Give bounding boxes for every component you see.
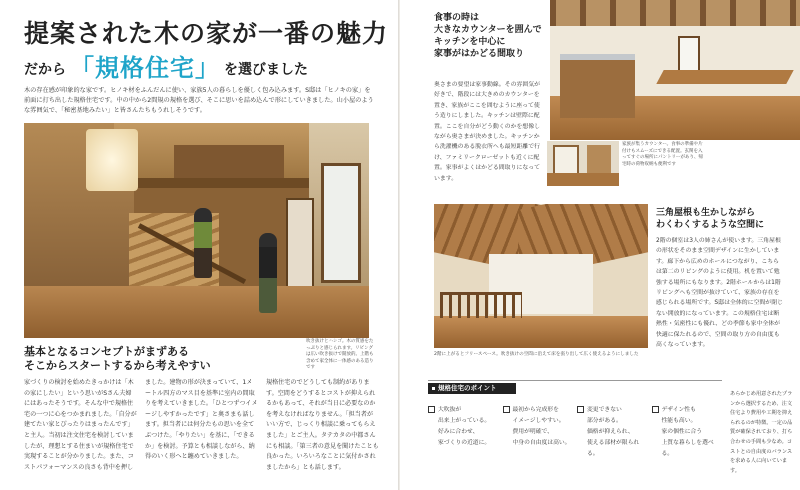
point-item	[503, 405, 574, 460]
headline-sub	[24, 48, 308, 83]
pantry-photo	[547, 141, 619, 186]
lead-paragraph: 木の存在感が印象的な家です。ヒノキ材をふんだんに使い、家族5人の暮らしを優しく包み込みます。S邸は「ヒノキの家」を前面に打ち出した規格住宅です。中の中から2間規の規格を選び、そこに思いを詰め込んで形にしていきました。山小屋のような雰囲気で、「秘密基地みたい」と皆さんたちもうれしそうです。	[24, 87, 374, 114]
point-line: 家の個性に合う	[661, 429, 703, 435]
point-line: 大吹抜が	[438, 407, 462, 413]
paper-lantern-icon	[86, 129, 138, 191]
photo-caption: 吹き抜けとハシゴ。木の質感をたっぷりと感じられます。リビングは広い吹き抜けで開放的。上階も含めて家全体に一体感のある造りです	[306, 339, 374, 370]
point-line: 出来上がっている。	[438, 418, 491, 424]
loft-section-body: 2階の個室は3人の姉さんが使います。三角屋根の形状をそのまま空間デザインに生かしています。廊下から広めのホールにつながり、こちらは第二のリビングのように使用。机を置いて勉強する場所にもなります。2階ホールからは1階リビングへも空間が抜けていて、家族の存在を感じられる場所です。S邸は全体的に空間が閉じない開放的になっています。この規格住宅は断熱性・気密性にも優れ、どの季節も家中全体が快適に保たれるので、空間の取り方の自由度も高くなっています。	[656, 238, 783, 349]
photo-caption: 2階に上がるとフリースペース。吹き抜けの空間に沿えて床を張り出して広く使えるようにしました	[434, 352, 639, 357]
section-heading-line: 基本となるコンセプトがまずある	[24, 345, 189, 358]
point-line: イメージしやすい。	[512, 418, 565, 424]
headline-prefix: だから	[24, 62, 66, 78]
point-line: 費用が明確で、	[512, 429, 553, 435]
loft-section-heading	[656, 207, 764, 231]
headline-suffix: を選びました	[224, 62, 308, 78]
photo-caption: 家族が集うカウンター。食事の準備や片付けもスムーズにできる配置。玄関を入ってすぐの場所にパントリーがあり、帰宅時の荷物収納も便利です	[622, 142, 703, 167]
body-column: ました。建物の形が決まっていて、1メートル四方のマス目を基準に室内の間取りを考えていきました。「ひとつずつイメージしやすかったです」と奥さまも話します。担当者には何分たもの思いを全てぶつけた。「やりたい」を基に、「できるか」を検討。予算とも相談しながら、納得のいく形へと纏めていきました。	[145, 379, 258, 461]
point-item	[577, 405, 648, 460]
loft-photo	[434, 204, 648, 348]
kitchen-section-body: 奥さまの要望は家事動線。その雰囲気が好きで、階段には大きめのカウンターを置き、家族がここを囲むように座って使う造りにしました。キッチンは壁際に配置。ここを自分がどう動くのかを想像しながら奥さまが決めました。キッチンから洗濯機のある脱衣所へも最短距離で行け、ファミリークローゼットも近くに配置。家事がよくはかどる間取りになっています。	[434, 82, 541, 182]
right-page	[400, 0, 800, 490]
checkbox-icon	[503, 406, 510, 413]
headline-main: 提案された木の家が一番の魅力	[24, 19, 389, 48]
heading-line: 食事の時は	[434, 13, 480, 23]
points-title: 規格住宅のポイント	[428, 383, 516, 394]
point-item	[428, 405, 499, 460]
headline-emphasis: 「規格住宅」	[70, 54, 220, 82]
points-list	[428, 405, 722, 460]
point-line: 使える部材が限られる。	[587, 440, 640, 457]
point-line: 部分がある。	[587, 418, 622, 424]
point-item	[652, 405, 723, 460]
checkbox-icon	[652, 406, 659, 413]
section-heading-line: そこからスタートするから考えやすい	[24, 359, 211, 372]
checkbox-icon	[428, 406, 435, 413]
points-box	[428, 380, 722, 485]
point-line: 中身の自由度は高い。	[512, 440, 571, 446]
heading-line: キッチンを中心に	[434, 37, 506, 47]
heading-line: 三角屋根も生かしながら	[656, 208, 756, 218]
checkbox-icon	[577, 406, 584, 413]
person-figure	[259, 233, 277, 313]
body-text	[24, 378, 379, 473]
living-room-photo	[24, 123, 369, 338]
point-line: 上質な暮らしを選べる。	[661, 440, 714, 457]
points-note: あらかじめ用意されたプランから選択するため、注文住宅より費用や工期を抑えられるのが特徴。一定の品質が確保されており、打ち合わせの手間も少なめ。コストとの自由度のバランスを求める人に向いています。	[730, 391, 793, 474]
heading-line: わくわくするような空間に	[656, 220, 765, 230]
person-figure	[194, 208, 212, 278]
point-line: 最初から完成形を	[512, 407, 559, 413]
point-line: 変更できない	[587, 407, 622, 413]
kitchen-section-heading	[434, 12, 542, 60]
point-line: 価格が抑えられ、	[587, 429, 634, 435]
point-line: 好みに合わせ、	[438, 429, 479, 435]
body-column: 家づくりの検討を始めたきっかけは「木の家にしたい」という思いがSさん夫婦にはあったそうです。そんな中で規格住宅の一つに心をつかまれました。「自分が建てたい家とぴったりはまったんです」と主人。当初は注文住宅を検討していましたが、理想とする住まいが規格住宅で実現することが分かりました。また、コストパフォーマンスの良さも背中を押し	[24, 379, 137, 471]
point-line: 家づくりの近道に。	[438, 440, 491, 446]
point-line: デザイン性も	[661, 407, 696, 413]
heading-line: 家事がはかどる間取り	[434, 49, 525, 59]
kitchen-photo	[550, 0, 800, 140]
heading-line: 大きなカウンターを囲んで	[434, 25, 542, 35]
section-heading	[24, 345, 211, 373]
body-column: 規格住宅のでどうしても制約があります。空間をどうするとコストが抑えられるかもあって、それが当日に必要なのかを考えなければなりません。「担当者がいい方で、じっくり相談に乗ってもらえました」とご主人。タテカタの中都さんにも相談。「第三者の意見を聞けたことも良かった。いろいろなことに気付かされましたから」とも話します。	[266, 379, 379, 471]
point-line: 性能も高い。	[661, 418, 697, 424]
